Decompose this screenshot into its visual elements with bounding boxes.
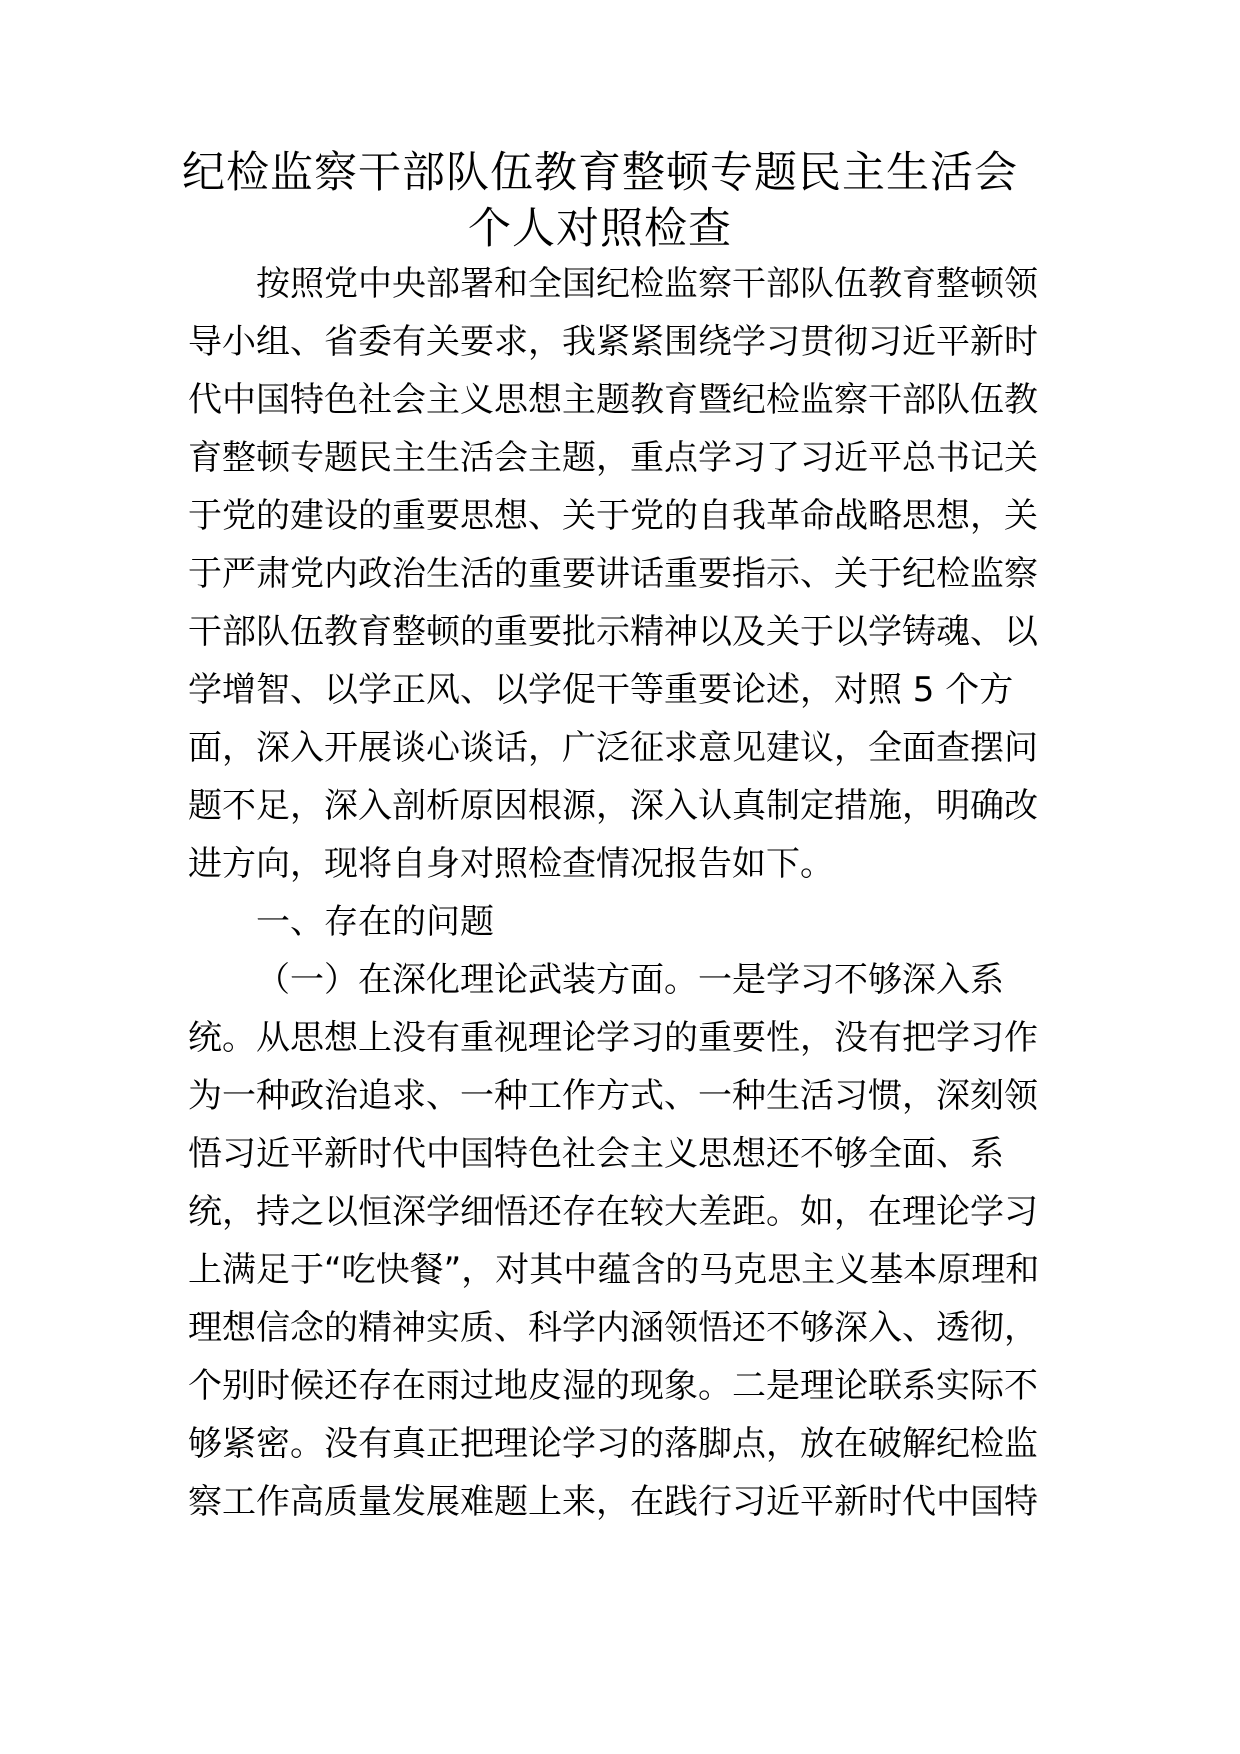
title-line-1: 纪检监察干部队伍教育整顿专题民主生活会	[182, 148, 1018, 198]
paragraph-line: 题不足，深入剖析原因根源，深入认真制定措施，明确改	[188, 786, 1038, 826]
paragraph-line: 导小组、省委有关要求，我紧紧围绕学习贯彻习近平新时	[188, 322, 1038, 362]
title-line-2: 个人对照检查	[468, 204, 732, 254]
document-body	[188, 255, 1058, 1531]
paragraph-line: 统。从思想上没有重视理论学习的重要性，没有把学习作	[188, 1018, 1038, 1058]
paragraph-line: 为一种政治追求、一种工作方式、一种生活习惯，深刻领	[188, 1076, 1038, 1116]
intro-paragraph	[188, 255, 1058, 893]
section1-paragraph	[188, 951, 1058, 1531]
section-heading: 一、存在的问题	[256, 902, 494, 942]
paragraph-line: 统，持之以恒深学细悟还存在较大差距。如，在理论学习	[188, 1192, 1038, 1232]
paragraph-line: 够紧密。没有真正把理论学习的落脚点，放在破解纪检监	[188, 1424, 1038, 1464]
paragraph-line: 理想信念的精神实质、科学内涵领悟还不够深入、透彻，	[188, 1308, 1038, 1348]
paragraph-line: 悟习近平新时代中国特色社会主义思想还不够全面、系	[188, 1134, 1004, 1174]
paragraph-line: 面，深入开展谈心谈话，广泛征求意见建议，全面查摆问	[188, 728, 1038, 768]
paragraph-line: 个别时候还存在雨过地皮湿的现象。二是理论联系实际不	[188, 1366, 1038, 1406]
paragraph-line: 察工作高质量发展难题上来，在践行习近平新时代中国特	[188, 1482, 1038, 1522]
paragraph-line: 上满足于“吃快餐”，对其中蕴含的马克思主义基本原理和	[188, 1250, 1040, 1290]
paragraph-line: 进方向，现将自身对照检查情况报告如下。	[188, 844, 834, 884]
paragraph-line: 学增智、以学正风、以学促干等重要论述，对照 5 个方	[188, 670, 1014, 710]
document-title	[150, 145, 1050, 257]
paragraph-line: 按照党中央部署和全国纪检监察干部队伍教育整顿领	[256, 264, 1038, 304]
paragraph-line: 育整顿专题民主生活会主题，重点学习了习近平总书记关	[188, 438, 1038, 478]
paragraph-line: （一）在深化理论武装方面。一是学习不够深入系	[256, 960, 1004, 1000]
paragraph-line: 干部队伍教育整顿的重要批示精神以及关于以学铸魂、以	[188, 612, 1038, 652]
paragraph-line: 于党的建设的重要思想、关于党的自我革命战略思想，关	[188, 496, 1038, 536]
paragraph-line: 于严肃党内政治生活的重要讲话重要指示、关于纪检监察	[188, 554, 1038, 594]
paragraph-line: 代中国特色社会主义思想主题教育暨纪检监察干部队伍教	[188, 380, 1038, 420]
